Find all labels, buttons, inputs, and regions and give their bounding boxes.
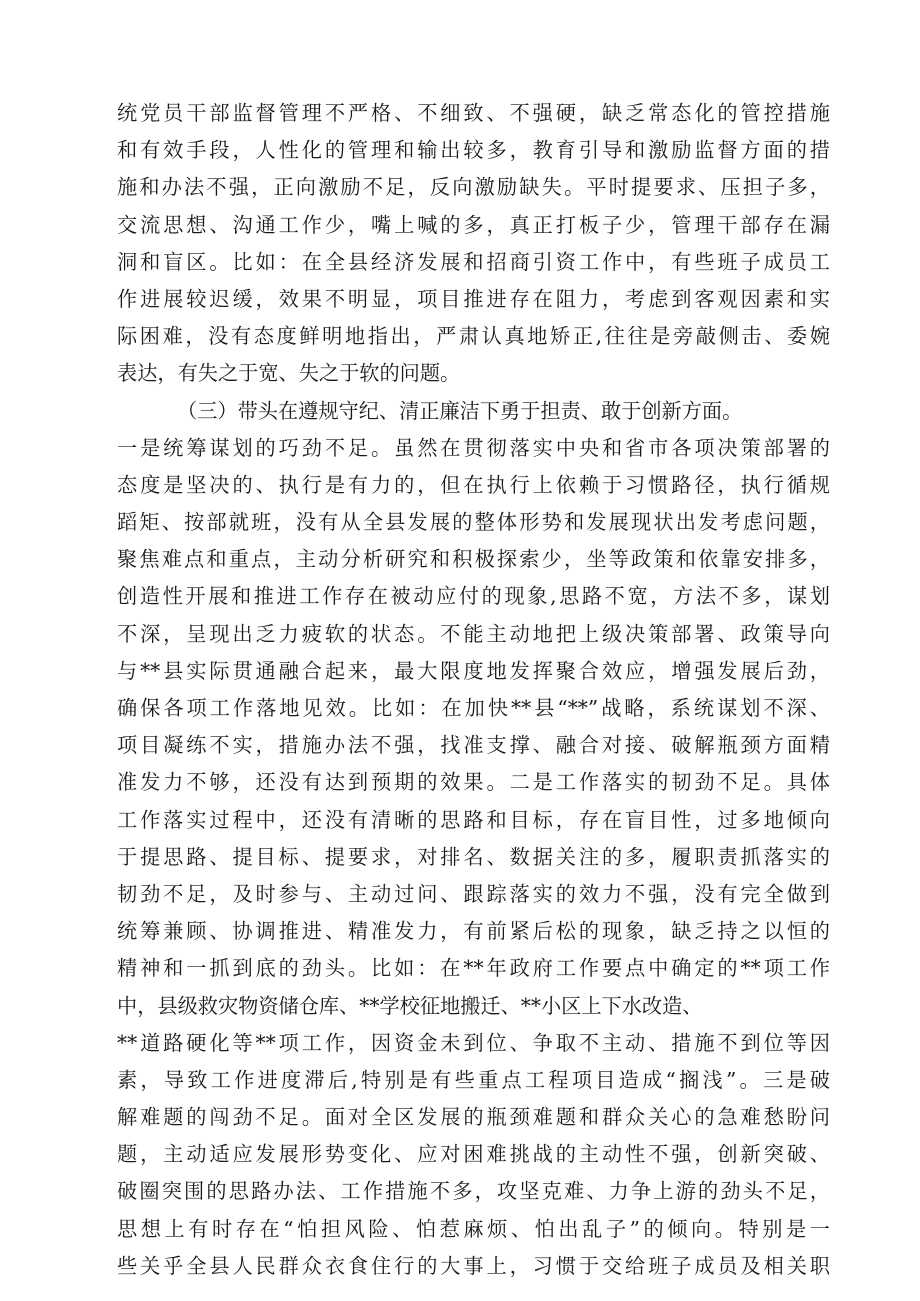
text-line: 蹈矩、按部就班，没有从全县发展的整体形势和发展现状出发考虑问题， (117, 510, 830, 535)
text-line: 解难题的闯劲不足。面对全区发展的瓶颈难题和群众关心的急难愁盼问 (117, 1105, 830, 1130)
text-line: 项目凝练不实，措施办法不强，找准支撑、融合对接、破解瓶颈方面精 (117, 733, 830, 758)
paragraph (117, 393, 830, 430)
text-line: 破圈突围的思路办法、工作措施不多，攻坚克难、力争上游的劲头不足， (117, 1179, 830, 1204)
text-line: 些关乎全县人民群众衣食住行的大事上，习惯于交给班子成员及相关职 (117, 1253, 830, 1278)
text-line: 和有效手段，人性化的管理和输出较多，教育引导和激励监督方面的措 (117, 138, 830, 163)
text-line: （三）带头在遵规守纪、清正廉洁下勇于担责、敢于创新方面。 (177, 398, 743, 423)
text-line: 与**县实际贯通融合起来，最大限度地发挥聚合效应，增强发展后劲， (117, 658, 830, 683)
text-line: 作进展较迟缓，效果不明显，项目推进存在阻力，考虑到客观因素和实 (117, 286, 830, 311)
text-line: 统党员干部监督管理不严格、不细致、不强硬，缺乏常态化的管控措施 (117, 101, 830, 125)
text-line: **道路硬化等**项工作，因资金未到位、争取不主动、措施不到位等因 (117, 1030, 830, 1055)
text-line: 准发力不够，还没有达到预期的效果。二是工作落实的韧劲不足。具体 (117, 770, 830, 795)
text-line: 中，县级救灾物资储仓库、**学校征地搬迁、**小区上下水改造、 (117, 993, 703, 1018)
text-line: 不深，呈现出乏力疲软的状态。不能主动地把上级决策部署、政策导向 (117, 621, 830, 646)
text-line: 于提思路、提目标、提要求，对排名、数据关注的多，履职责抓落实的 (117, 844, 830, 869)
text-line: 态度是坚决的、执行是有力的，但在执行上依赖于习惯路径，执行循规 (117, 472, 830, 497)
text-line: 精神和一抓到底的劲头。比如：在**年政府工作要点中确定的**项工作 (117, 956, 830, 981)
paragraph (117, 95, 830, 393)
text-line: 聚焦难点和重点，主动分析研究和积极探索少，坐等政策和依靠安排多， (117, 547, 830, 572)
text-line: 工作落实过程中，还没有清晰的思路和目标，存在盲目性，过多地倾向 (117, 807, 830, 832)
text-line: 际困难，没有态度鲜明地指出，严肃认真地矫正,往往是旁敲侧击、委婉 (117, 324, 830, 349)
text-line: 确保各项工作落地见效。比如：在加快**县“**”战略，系统谋划不深、 (117, 696, 830, 720)
text-line: 一是统筹谋划的巧劲不足。虽然在贯彻落实中央和省市各项决策部署的 (117, 435, 830, 460)
paragraph (117, 430, 830, 1285)
text-line: 思想上有时存在“怕担风险、怕惹麻烦、怕出乱子”的倾向。特别是一 (117, 1216, 830, 1241)
text-line: 施和办法不强，正向激励不足，反向激励缺失。平时提要求、压担子多， (117, 175, 830, 200)
text-line: 交流思想、沟通工作少，嘴上喊的多，真正打板子少，管理干部存在漏 (117, 212, 830, 237)
text-line: 创造性开展和推进工作存在被动应付的现象,思路不宽，方法不多，谋划 (117, 584, 830, 609)
text-line: 洞和盲区。比如：在全县经济发展和招商引资工作中，有些班子成员工 (117, 249, 830, 274)
text-line: 素，导致工作进度滞后,特别是有些重点工程项目造成“搁浅”。三是破 (117, 1067, 830, 1092)
document-body (117, 95, 830, 1285)
text-line: 韧劲不足，及时参与、主动过问、跟踪落实的效力不强，没有完全做到 (117, 881, 830, 906)
text-line: 表达，有失之于宽、失之于软的问题。 (117, 361, 461, 386)
text-line: 题，主动适应发展形势变化、应对困难挑战的主动性不强，创新突破、 (117, 1142, 830, 1167)
text-line: 统筹兼顾、协调推进、精准发力，有前紧后松的现象，缺乏持之以恒的 (117, 919, 830, 944)
